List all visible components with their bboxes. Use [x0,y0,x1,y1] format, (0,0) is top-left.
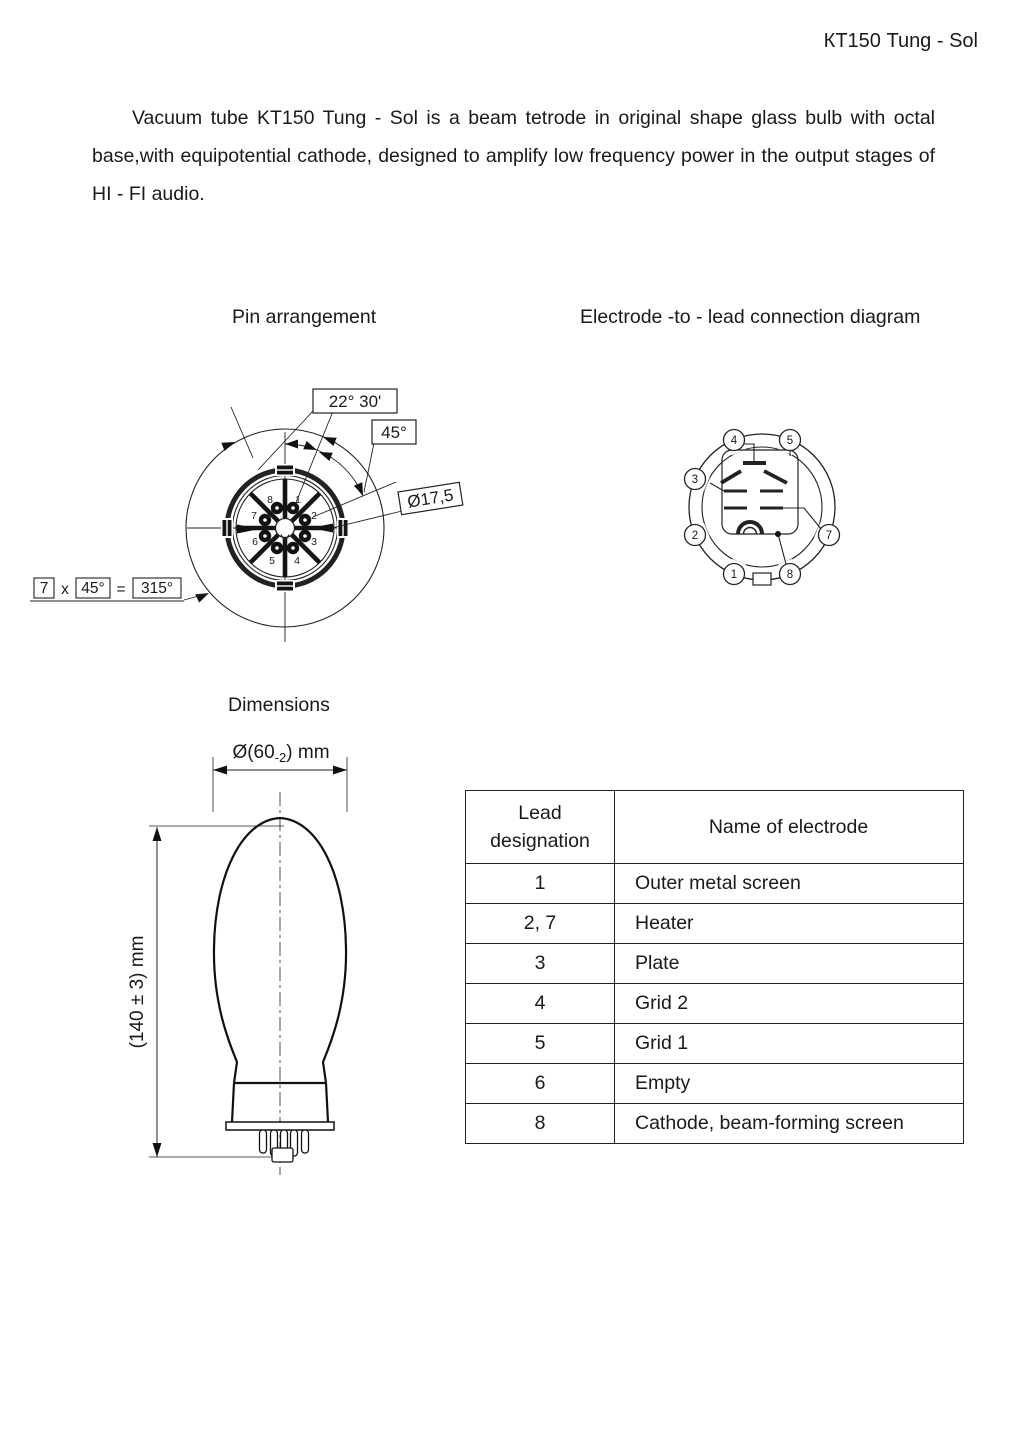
electrode-cell: Heater [615,904,964,944]
formula-eq: = [116,581,126,598]
pin-label-2: 2 [311,510,317,522]
width-label-subscript: -2 [274,750,287,765]
table-row [466,1064,964,1104]
lead-cell: 1 [466,864,615,904]
lead-label-1: 1 [730,569,738,581]
lead-cell: 6 [466,1064,615,1104]
pin-circle-dia-box [398,482,463,514]
lead-label-3: 3 [691,474,699,486]
pin-label-8: 8 [267,494,273,506]
intro-paragraph: Vacuum tube KT150 Tung - Sol is a beam tetrode in original shape glass bulb with octal base,with equipotential cathode, designed to amplify low frequency power in the output stages of HI - FI audio. [92,107,935,205]
electrode-cell: Cathode, beam-forming screen [615,1104,964,1144]
electrode-cell: Plate [615,944,964,984]
pin-label-5: 5 [269,555,275,567]
lead-cell: 8 [466,1104,615,1144]
height-dimension-label: (140 ± 3) mm [127,935,148,1049]
lead-label-5: 5 [786,435,794,447]
pin-label-4: 4 [294,555,300,567]
internal-structure [710,444,822,564]
angle-45-box [372,420,416,444]
angle-formula [30,578,184,601]
beam-plate-right [764,471,787,483]
table-row [466,864,964,904]
electrode-connection-diagram [655,400,890,615]
formula-total: 315° [140,580,174,597]
formula-step: 45° [81,580,105,597]
arc-45 [317,450,363,496]
table-row [466,1024,964,1064]
pin-circle-dia-label: Ø17,5 [406,485,455,512]
width-dimension-label [232,742,329,765]
pin-arrangement-diagram [20,378,482,650]
table-header-electrode: Name of electrode [615,791,964,864]
lead-label-2: 2 [691,530,699,542]
grid-dashes [724,491,783,508]
pin-label-7: 7 [251,510,257,522]
table-header-lead: Lead designation [466,791,615,864]
cathode-lead [778,534,786,564]
electrode-cell: Grid 2 [615,984,964,1024]
angle-22-30-label: 22° 30' [328,392,382,411]
electrode-cell: Empty [615,1064,964,1104]
lead-cell: 2, 7 [466,904,615,944]
table-row [466,1104,964,1144]
pin-label-1: 1 [295,494,301,506]
table-row [466,904,964,944]
lead-designation-table [465,790,964,1144]
junction-dot [775,531,781,537]
section-title-pin-arrangement: Pin arrangement [232,306,377,328]
section-title-electrode-diagram: Electrode -to - lead connection diagram [580,306,921,328]
radial-line-112deg [231,407,253,458]
lead-cell: 4 [466,984,615,1024]
electrode-cell: Grid 1 [615,1024,964,1064]
beam-plate-left [721,471,741,483]
pin-label-3: 3 [311,536,317,548]
section-title-dimensions: Dimensions [228,694,330,716]
electrode-cell: Outer metal screen [615,864,964,904]
angle-45-label: 45° [381,423,407,442]
width-label-prefix: Ø(60 [232,742,275,763]
pin7-lead [783,508,822,530]
octal-base [226,1122,334,1162]
lead-label-4: 4 [730,435,738,447]
table-row [466,984,964,1024]
formula-n: 7 [39,580,49,597]
heater-arc [744,528,757,535]
lead-label-7: 7 [825,530,833,542]
dimensions-drawing [120,730,480,1180]
base-spigot [272,1148,293,1162]
table-header-row [466,791,964,864]
lead-cell: 5 [466,1024,615,1064]
formula-times: x [61,581,69,598]
base-keyway [753,573,771,585]
width-label-suffix: ) mm [286,742,330,763]
lead-label-8: 8 [786,569,794,581]
page-title: КТ150 Tung - Sol [823,30,978,52]
table-row [466,944,964,984]
lead-cell: 3 [466,944,615,984]
pin-label-6: 6 [252,536,258,548]
angle-22-30-box [313,389,397,413]
